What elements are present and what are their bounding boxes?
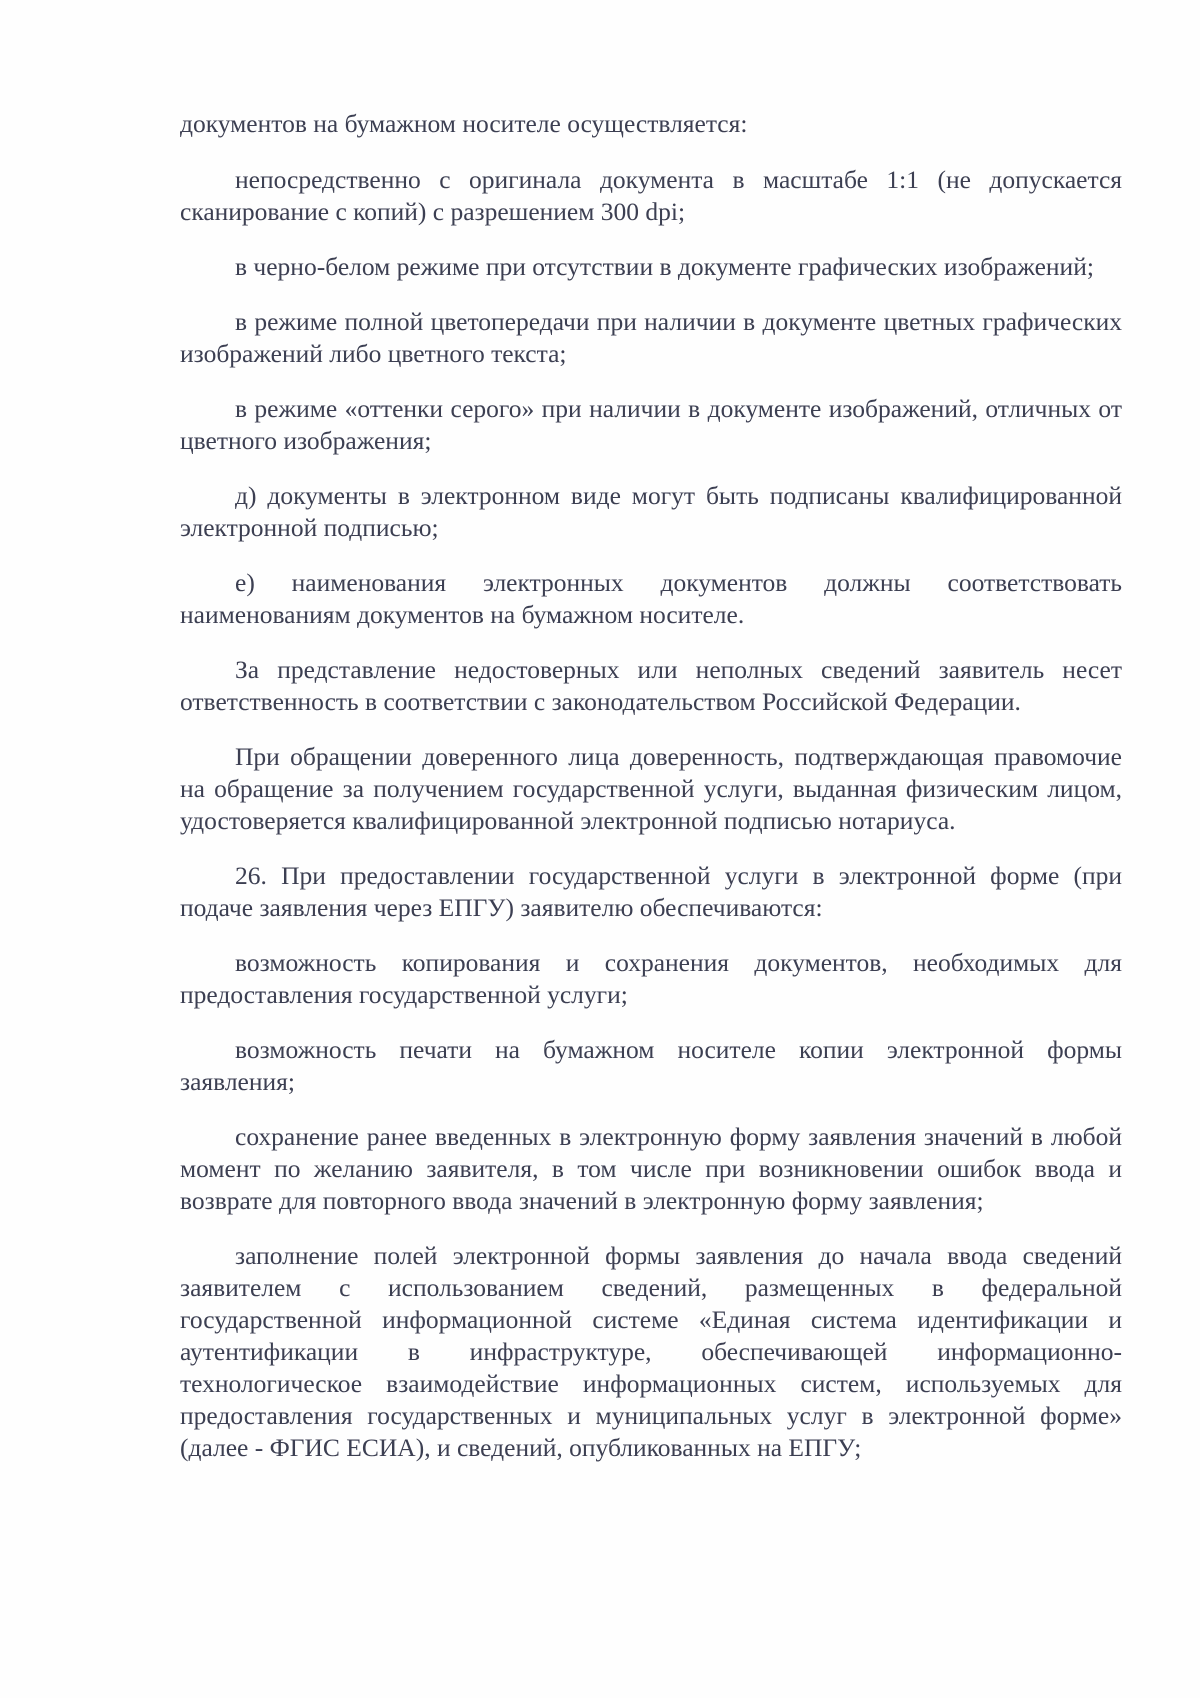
paragraph-grayscale-mode: в режиме «оттенки серого» при наличии в документе изображений, отличных от цветного изображения; [180,394,1122,455]
paragraph-print-form: возможность печати на бумажном носителе копии электронной формы заявления; [180,1035,1122,1096]
paragraph-section-26: 26. При предоставлении государственной услуги в электронной форме (при подаче заявления через ЕПГУ) заявителю обеспечиваются: [180,861,1122,922]
paragraph-power-of-attorney: При обращении доверенного лица доверенность, подтверждающая правомочие на обращение за получением государственной услуги, выданная физическим лицом, удостоверяется квалифицированной электронной подписью нотариуса. [180,742,1122,835]
paragraph-black-white-mode: в черно-белом режиме при отсутствии в документе графических изображений; [235,252,1094,281]
paragraph-scan-original: непосредственно с оригинала документа в масштабе 1:1 (не допускается сканирование с копий) с разрешением 300 dpi; [180,165,1122,226]
document-body [180,108,1122,1487]
paragraph-fill-fields: заполнение полей электронной формы заявления до начала ввода сведений заявителем с использованием сведений, размещенных в федеральной государственной информационной системе «Единая система идентификации и аутентификации в инфраструктуре, обеспечивающей информационно-технологическое взаимодействие информационных систем, используемых для предоставления государственных и муниципальных услуг в электронной форме» (далее - ФГИС ЕСИА), и сведений, опубликованных на ЕПГУ; [180,1241,1122,1462]
paragraph-item-d: д) документы в электронном виде могут быть подписаны квалифицированной электронной подписью; [180,481,1122,542]
paragraph-item-e: е) наименования электронных документов должны соответствовать наименованиям документов на бумажном носителе. [180,568,1122,629]
paragraph-full-color-mode: в режиме полной цветопередачи при наличии в документе цветных графических изображений либо цветного текста; [180,307,1122,368]
paragraph-responsibility: За представление недостоверных или неполных сведений заявитель несет ответственность в соответствии с законодательством Российской Федерации. [180,655,1122,716]
paragraph-continuation: документов на бумажном носителе осуществляется: [180,109,748,138]
paragraph-save-values: сохранение ранее введенных в электронную форму заявления значений в любой момент по желанию заявителя, в том числе при возникновении ошибок ввода и возврате для повторного ввода значений в электронную форму заявления; [180,1122,1122,1215]
paragraph-copy-save: возможность копирования и сохранения документов, необходимых для предоставления государственной услуги; [180,948,1122,1009]
